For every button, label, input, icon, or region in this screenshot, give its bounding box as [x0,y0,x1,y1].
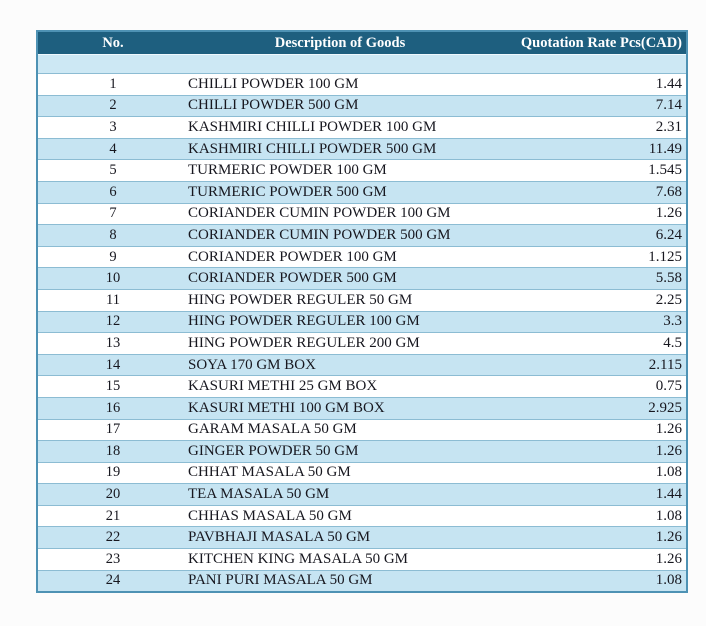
cell-description: TURMERIC POWDER 500 GM [188,183,387,200]
table-row [38,375,686,397]
cell-description: KASURI METHI 25 GM BOX [188,378,378,395]
cell-description: PANI PURI MASALA 50 GM [188,572,373,589]
column-header-no: No. [102,34,124,51]
cell-no: 13 [105,334,121,351]
cell-no: 5 [109,162,117,179]
cell-rate: 1.125 [648,248,682,265]
cell-description: CORIANDER POWDER 100 GM [188,248,397,265]
table-row [38,440,686,462]
table-row [38,483,686,505]
cell-rate: 7.68 [655,183,682,200]
cell-rate: 11.49 [648,140,682,157]
column-header-rate: Quotation Rate Pcs(CAD) [520,34,682,51]
cell-no: 23 [105,550,121,567]
cell-description: KASHMIRI CHILLI POWDER 500 GM [188,140,437,157]
cell-no: 14 [105,356,121,373]
table-header-row [38,32,686,54]
cell-no: 10 [105,270,121,287]
cell-description: HING POWDER REGULER 200 GM [188,334,420,351]
cell-no: 18 [105,442,121,459]
cell-description: KASHMIRI CHILLI POWDER 100 GM [188,118,437,135]
cell-no: 8 [109,226,117,243]
cell-description: HING POWDER REGULER 50 GM [188,291,413,308]
cell-rate: 7.14 [655,97,682,114]
table-row [38,526,686,548]
cell-description: HING POWDER REGULER 100 GM [188,313,420,330]
cell-rate: 2.925 [648,399,682,416]
table-row [38,332,686,354]
cell-description: CORIANDER POWDER 500 GM [188,270,397,287]
cell-no: 6 [109,183,117,200]
cell-description: SOYA 170 GM BOX [188,356,316,373]
table-row [38,95,686,117]
cell-no: 21 [105,507,121,524]
cell-no: 3 [109,118,117,135]
table-row [38,159,686,181]
table-row [38,224,686,246]
table-row [38,267,686,289]
cell-rate: 1.26 [655,205,682,222]
table-row [38,289,686,311]
cell-description: KITCHEN KING MASALA 50 GM [188,550,408,567]
table-row [38,203,686,225]
cell-no: 20 [105,486,121,503]
column-header-description: Description of Goods [274,34,406,51]
cell-rate: 1.26 [655,550,682,567]
cell-description: GINGER POWDER 50 GM [188,442,359,459]
cell-rate: 1.08 [655,572,682,589]
cell-no: 11 [106,291,120,308]
cell-description: CORIANDER CUMIN POWDER 500 GM [188,226,451,243]
cell-description: GARAM MASALA 50 GM [188,421,357,438]
cell-description: CORIANDER CUMIN POWDER 100 GM [188,205,451,222]
table-row [38,246,686,268]
cell-description: TEA MASALA 50 GM [188,486,330,503]
table-row [38,505,686,527]
cell-rate: 6.24 [655,226,682,243]
spacer-row [38,54,686,73]
cell-no: 15 [105,378,121,395]
cell-rate: 2.115 [648,356,682,373]
cell-rate: 0.75 [655,378,682,395]
cell-no: 19 [105,464,121,481]
table-row [38,354,686,376]
cell-rate: 2.25 [655,291,682,308]
cell-rate: 1.08 [655,464,682,481]
cell-rate: 1.44 [655,486,682,503]
cell-description: KASURI METHI 100 GM BOX [188,399,385,416]
cell-description: CHHAS MASALA 50 GM [188,507,352,524]
cell-rate: 3.3 [663,313,682,330]
cell-no: 2 [109,97,117,114]
table-body [38,73,686,591]
cell-rate: 1.545 [648,162,682,179]
cell-no: 16 [105,399,121,416]
cell-description: CHILLI POWDER 500 GM [188,97,359,114]
table-row [38,138,686,160]
cell-no: 22 [105,529,121,546]
cell-rate: 1.26 [655,421,682,438]
cell-description: TURMERIC POWDER 100 GM [188,162,387,179]
table-row [38,311,686,333]
table-row [38,462,686,484]
cell-no: 9 [109,248,117,265]
table-row [38,397,686,419]
cell-rate: 1.44 [655,75,682,92]
table-row [38,116,686,138]
table-row [38,548,686,570]
table-row [38,181,686,203]
table-row [38,73,686,95]
cell-no: 12 [105,313,121,330]
cell-no: 24 [105,572,121,589]
cell-no: 4 [109,140,117,157]
cell-rate: 1.08 [655,507,682,524]
table-row [38,570,686,592]
table-row [38,419,686,441]
cell-rate: 2.31 [655,118,682,135]
cell-no: 17 [105,421,121,438]
quotation-table [36,30,688,593]
cell-rate: 4.5 [663,334,682,351]
cell-rate: 5.58 [655,270,682,287]
cell-description: PAVBHAJI MASALA 50 GM [188,529,371,546]
cell-rate: 1.26 [655,529,682,546]
cell-no: 1 [109,75,117,92]
cell-description: CHHAT MASALA 50 GM [188,464,351,481]
cell-no: 7 [109,205,117,222]
cell-rate: 1.26 [655,442,682,459]
cell-description: CHILLI POWDER 100 GM [188,75,359,92]
